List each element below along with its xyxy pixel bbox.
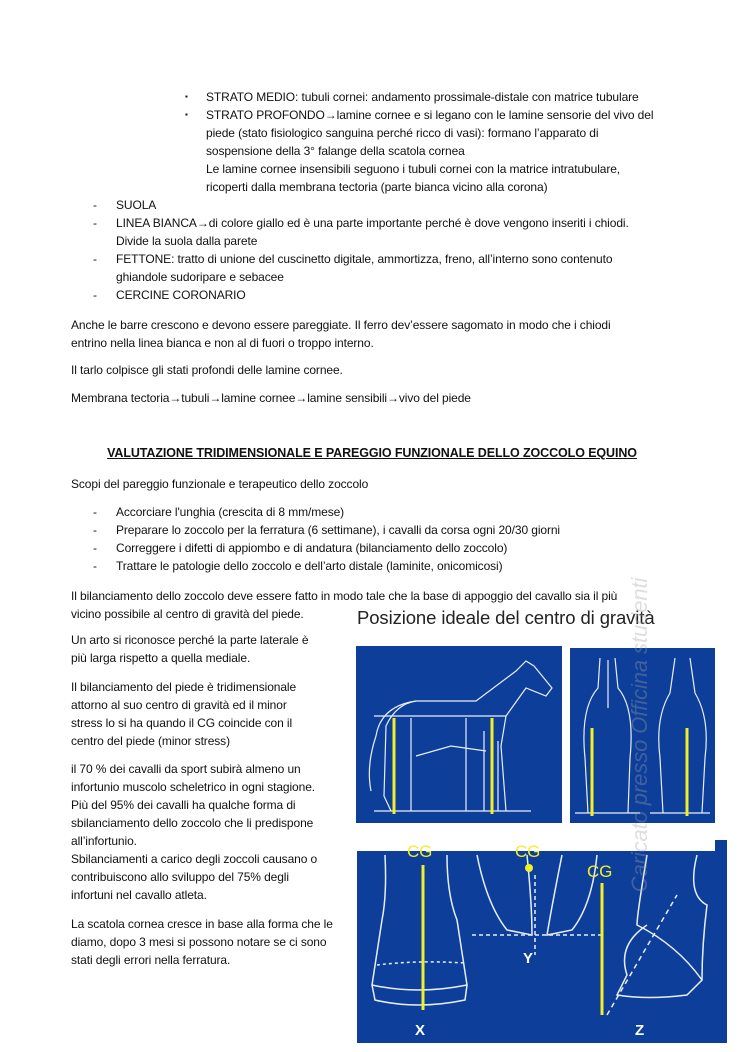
dash-bullet-icon: - bbox=[93, 541, 97, 555]
square-bullet-icon: ▪ bbox=[185, 110, 188, 119]
paragraph-text: all’infortunio. bbox=[71, 834, 137, 848]
watermark: Caricato presso Officina studenti bbox=[627, 577, 652, 893]
list-item-text: SUOLA bbox=[116, 198, 157, 212]
cg-label-z: CG bbox=[587, 862, 613, 881]
paragraph-text: infortuni nel cavallo atleta. bbox=[71, 888, 207, 902]
list-item-text: LINEA BIANCA→di colore giallo ed è una parte importante perché è dove vengono inseriti i chiodi. bbox=[116, 216, 629, 230]
horse-side-view-image bbox=[356, 646, 562, 823]
hoof-center-of-gravity-image bbox=[357, 835, 727, 1043]
cg-label-y: CG bbox=[515, 842, 541, 861]
dash-bullet-icon: - bbox=[93, 523, 97, 537]
list-item-text: Trattare le patologie dello zoccolo e dell’arto distale (laminite, onicomicosi) bbox=[116, 559, 503, 573]
paragraph-text: il 70 % dei cavalli da sport subirà almeno un bbox=[71, 762, 301, 776]
paragraph-text: centro del piede (minor stress) bbox=[71, 734, 230, 748]
paragraph-text: sbilanciamento dello zoccolo che li predispone bbox=[71, 816, 314, 830]
paragraph-text: più larga rispetto a quella mediale. bbox=[71, 651, 251, 665]
paragraph-text: Un arto si riconosce perché la parte laterale è bbox=[71, 633, 309, 647]
dash-bullet-icon: - bbox=[93, 216, 97, 230]
list-item-text: CERCINE CORONARIO bbox=[116, 288, 246, 302]
list-item-text: Preparare lo zoccolo per la ferratura (6 settimane), i cavalli da corsa ogni 20/30 giorni bbox=[116, 523, 560, 537]
paragraph-text: Più del 95% dei cavalli ha qualche forma di bbox=[71, 798, 296, 812]
paragraph-text: Il tarlo colpisce gli stati profondi delle lamine cornee. bbox=[71, 363, 343, 377]
paragraph-text: contribuiscono allo sviluppo del 75% degli bbox=[71, 870, 289, 884]
axis-label-z: Z bbox=[635, 1022, 645, 1039]
dash-bullet-icon: - bbox=[93, 505, 97, 519]
dash-bullet-icon: - bbox=[93, 559, 97, 573]
square-bullet-icon: ▪ bbox=[185, 92, 188, 101]
list-item-text: FETTONE: tratto di unione del cuscinetto digitale, ammortizza, freno, all’interno sono contenuto bbox=[116, 252, 613, 266]
bullet-text: STRATO PROFONDO→lamine cornee e si legano con le lamine sensorie del vivo del bbox=[206, 108, 654, 122]
paragraph-text: La scatola cornea cresce in base alla forma che le bbox=[71, 917, 333, 931]
dash-bullet-icon: - bbox=[93, 198, 97, 212]
bullet-text: STRATO MEDIO: tubuli cornei: andamento prossimale-distale con matrice tubulare bbox=[206, 90, 639, 104]
paragraph-text: stati degli errori nella ferratura. bbox=[71, 953, 231, 967]
paragraph-text: Anche le barre crescono e devono essere pareggiate. Il ferro dev’essere sagomato in modo che i chiodi bbox=[71, 318, 611, 332]
paragraph-text: Membrana tectoria→tubuli→lamine cornee→lamine sensibili→vivo del piede bbox=[71, 391, 471, 405]
bullet-text: piede (stato fisiologico sanguina perché ricco di vasi): formano l’apparato di bbox=[206, 126, 599, 140]
paragraph-text: Il bilanciamento dello zoccolo deve essere fatto in modo tale che la base di appoggio del cavallo sia il più bbox=[71, 589, 618, 603]
dash-bullet-icon: - bbox=[93, 252, 97, 266]
paragraph-text: attorno al suo centro di gravità ed il minor bbox=[71, 698, 287, 712]
axis-label-y: Y bbox=[523, 950, 533, 967]
section-heading: VALUTAZIONE TRIDIMENSIONALE E PAREGGIO FUNZIONALE DELLO ZOCCOLO EQUINO bbox=[107, 446, 637, 460]
paragraph-text: Il bilanciamento del piede è tridimensionale bbox=[71, 680, 297, 694]
axis-label-x: X bbox=[415, 1022, 425, 1039]
list-item-text: ghiandole sudoripare e sebacee bbox=[116, 270, 284, 284]
list-item-text: Accorciare l'unghia (crescita di 8 mm/mese) bbox=[116, 505, 345, 519]
paragraph-text: Scopi del pareggio funzionale e terapeutico dello zoccolo bbox=[71, 477, 369, 491]
paragraph-text: vicino possibile al centro di gravità del piede. bbox=[71, 607, 304, 621]
paragraph-text: infortunio muscolo scheletrico in ogni stagione. bbox=[71, 780, 316, 794]
cg-label-x: CG bbox=[407, 842, 433, 861]
paragraph-text: stress lo si ha quando il CG coincide con il bbox=[71, 716, 293, 730]
bullet-text: Le lamine cornee insensibili seguono i tubuli cornei con la matrice intratubulare, bbox=[206, 162, 621, 176]
bullet-text: sospensione della 3° falange della scatola cornea bbox=[206, 144, 465, 158]
list-item-text: Divide la suola dalla parete bbox=[116, 234, 258, 248]
paragraph-text: Sbilanciamenti a carico degli zoccoli causano o bbox=[71, 852, 318, 866]
bullet-text: ricoperti dalla membrana tectoria (parte bianca vicino alla corona) bbox=[206, 180, 548, 194]
dash-bullet-icon: - bbox=[93, 288, 97, 302]
paragraph-text: diamo, dopo 3 mesi si possono notare se ci sono bbox=[71, 935, 327, 949]
paragraph-text: entrino nella linea bianca e non al di fuori o troppo interno. bbox=[71, 336, 374, 350]
figure-title: Posizione ideale del centro di gravità bbox=[357, 607, 655, 628]
list-item-text: Correggere i difetti di appiombo e di andatura (bilanciamento dello zoccolo) bbox=[116, 541, 508, 555]
